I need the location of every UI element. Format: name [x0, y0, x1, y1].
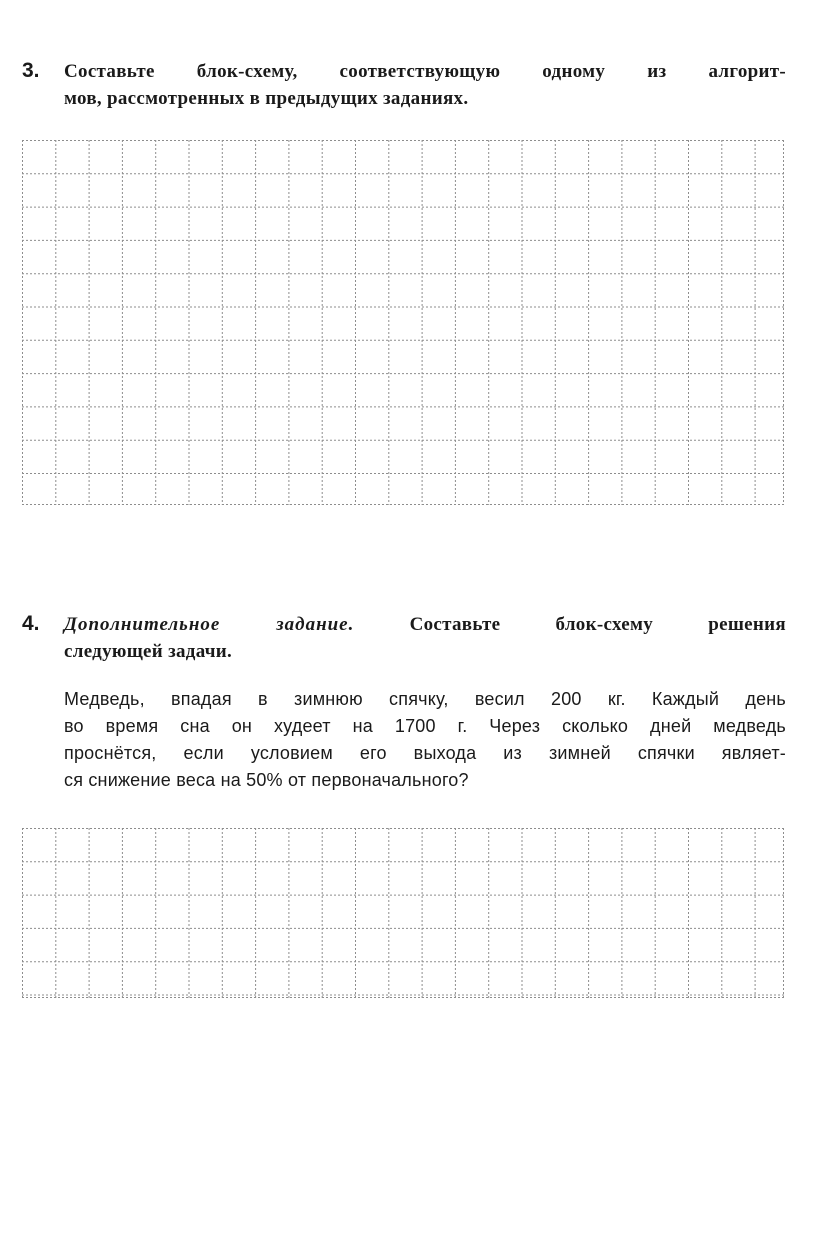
answer-grid-task-3 — [22, 140, 784, 505]
task-4-heading-italic: Дополнительное задание. — [64, 614, 355, 635]
task-3-heading — [64, 58, 786, 112]
task-4 — [22, 611, 786, 794]
task-4-heading — [64, 611, 786, 665]
problem-line: проснётся, если условием его выхода из зимней спячки являет- — [64, 743, 786, 763]
answer-grid-task-4 — [22, 828, 784, 998]
task-4-problem-text — [64, 686, 786, 794]
grid-lines — [22, 828, 784, 998]
task-3 — [22, 58, 786, 112]
problem-line: Медведь, впадая в зимнюю спячку, весил 200 кг. Каждый день — [64, 689, 786, 709]
task-4-number: 4. — [22, 612, 40, 635]
task-3-heading-line: Составьте блок-схему, соответствующую одному из алгорит- — [64, 61, 786, 82]
task-3-number: 3. — [22, 59, 40, 82]
problem-line: во время сна он худеет на 1700 г. Через сколько дней медведь — [64, 716, 786, 736]
task-4-heading-rest: Составьте блок-схему решения — [409, 614, 786, 635]
task-4-heading-line: следующей задачи. — [64, 641, 233, 662]
task-3-heading-line: мов, рассмотренных в предыдущих заданиях. — [64, 88, 469, 109]
grid-lines — [22, 140, 784, 505]
problem-line: ся снижение веса на 50% от первоначального? — [64, 770, 469, 790]
